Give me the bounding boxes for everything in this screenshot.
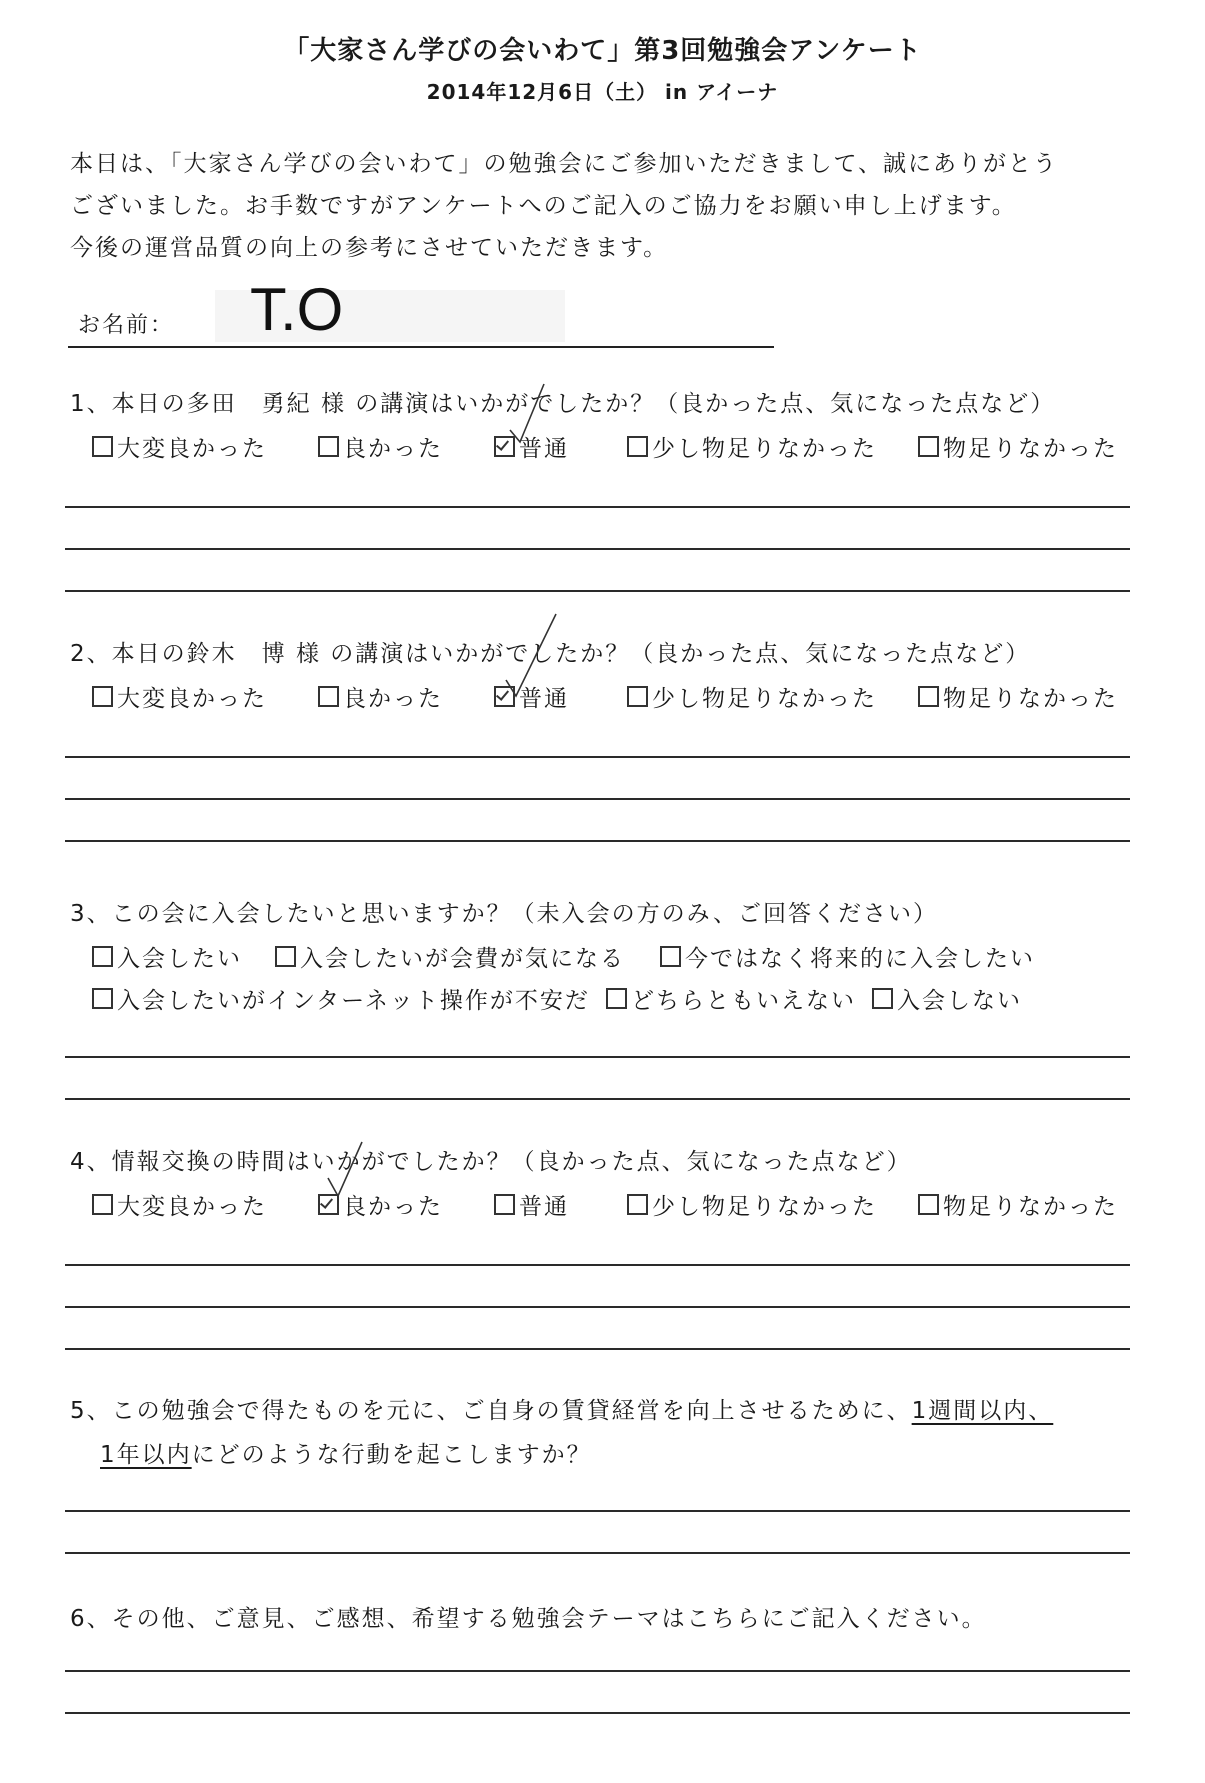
checkbox[interactable] <box>318 436 339 457</box>
answer-line[interactable] <box>65 1056 1130 1058</box>
q4-option-1[interactable]: 大変良かった <box>92 1188 267 1221</box>
q1-option-3[interactable]: 普通 <box>494 430 569 463</box>
question-3: 3、この会に入会したいと思いますか？（未入会の方のみ、ご回答ください） <box>70 901 939 927</box>
q2-option-1[interactable]: 大変良かった <box>92 680 267 713</box>
answer-line[interactable] <box>65 1670 1130 1672</box>
intro-line-3: 今後の運営品質の向上の参考にさせていただきます。 <box>70 235 669 261</box>
answer-line[interactable] <box>65 840 1130 842</box>
handwritten-check-icon <box>504 610 560 706</box>
q3-option-5[interactable]: どちらともいえない <box>606 982 856 1015</box>
checkbox[interactable] <box>627 1194 648 1215</box>
q4-option-2[interactable]: 良かった <box>318 1188 443 1221</box>
answer-line[interactable] <box>65 1098 1130 1100</box>
answer-line[interactable] <box>65 1552 1130 1554</box>
q2-option-3[interactable]: 普通 <box>494 680 569 713</box>
answer-line[interactable] <box>65 1510 1130 1512</box>
checkbox[interactable] <box>92 946 113 967</box>
checkbox[interactable] <box>918 1194 939 1215</box>
answer-line[interactable] <box>65 1264 1130 1266</box>
name-underline <box>68 346 774 348</box>
q1-option-4[interactable]: 少し物足りなかった <box>627 430 877 463</box>
question-4: 4、情報交換の時間はいかがでしたか？（良かった点、気になった点など） <box>70 1149 912 1175</box>
answer-line[interactable] <box>65 1306 1130 1308</box>
q3-option-3[interactable]: 今ではなく将来的に入会したい <box>660 940 1035 973</box>
answer-line[interactable] <box>65 548 1130 550</box>
checkbox[interactable] <box>92 436 113 457</box>
q2-option-4[interactable]: 少し物足りなかった <box>627 680 877 713</box>
name-value[interactable]: T.O <box>250 276 344 343</box>
q3-option-6[interactable]: 入会しない <box>872 982 1022 1015</box>
answer-line[interactable] <box>65 590 1130 592</box>
q4-option-4[interactable]: 少し物足りなかった <box>627 1188 877 1221</box>
survey-date: 2014年12月6日（土） in アイーナ <box>426 80 779 104</box>
checkbox[interactable] <box>627 436 648 457</box>
checkbox[interactable] <box>92 686 113 707</box>
question-5-line-1: 5、この勉強会で得たものを元に、ご自身の賃貸経営を向上させるために、1週間以内、 <box>70 1398 1054 1424</box>
question-6: 6、その他、ご意見、ご感想、希望する勉強会テーマはこちらにご記入ください。 <box>70 1606 987 1632</box>
underlined-text: 1週間以内、 <box>911 1398 1054 1424</box>
q1-option-2[interactable]: 良かった <box>318 430 443 463</box>
q1-option-1[interactable]: 大変良かった <box>92 430 267 463</box>
answer-line[interactable] <box>65 1348 1130 1350</box>
survey-title: 「大家さん学びの会いわて」第3回勉強会アンケート <box>283 36 922 66</box>
question-2: 2、本日の鈴木 博 様 の講演はいかがでしたか？（良かった点、気になった点など） <box>70 641 1031 667</box>
answer-line[interactable] <box>65 506 1130 508</box>
checkbox[interactable] <box>92 988 113 1009</box>
question-5-line-2: 1年以内にどのような行動を起こしますか？ <box>100 1442 592 1468</box>
underlined-text: 1年以内 <box>100 1442 192 1468</box>
checkbox[interactable] <box>872 988 893 1009</box>
checkbox[interactable] <box>660 946 681 967</box>
q4-option-3[interactable]: 普通 <box>494 1188 569 1221</box>
handwritten-check-icon <box>326 1138 366 1208</box>
checkbox[interactable] <box>318 686 339 707</box>
checkbox[interactable] <box>92 1194 113 1215</box>
checkbox[interactable] <box>918 436 939 457</box>
name-label: お名前： <box>78 313 175 338</box>
checkbox[interactable] <box>494 1194 515 1215</box>
q3-option-4[interactable]: 入会したいがインターネット操作が不安だ <box>92 982 590 1015</box>
q3-option-1[interactable]: 入会したい <box>92 940 242 973</box>
question-1: 1、本日の多田 勇紀 様 の講演はいかがでしたか？（良かった点、気になった点など） <box>70 391 1056 417</box>
q1-option-5[interactable]: 物足りなかった <box>918 430 1118 463</box>
intro-line-2: ございました。お手数ですがアンケートへのご記入のご協力をお願い申し上げます。 <box>70 193 1017 219</box>
handwritten-check-icon <box>508 380 548 450</box>
answer-line[interactable] <box>65 1712 1130 1714</box>
q4-option-5[interactable]: 物足りなかった <box>918 1188 1118 1221</box>
checkbox[interactable] <box>275 946 296 967</box>
checkbox[interactable] <box>606 988 627 1009</box>
q2-option-2[interactable]: 良かった <box>318 680 443 713</box>
checkbox[interactable] <box>627 686 648 707</box>
answer-line[interactable] <box>65 798 1130 800</box>
q2-option-5[interactable]: 物足りなかった <box>918 680 1118 713</box>
q3-option-2[interactable]: 入会したいが会費が気になる <box>275 940 625 973</box>
answer-line[interactable] <box>65 756 1130 758</box>
checkbox[interactable] <box>918 686 939 707</box>
intro-line-1: 本日は、「大家さん学びの会いわて」の勉強会にご参加いただきまして、誠にありがとう <box>70 151 1059 177</box>
